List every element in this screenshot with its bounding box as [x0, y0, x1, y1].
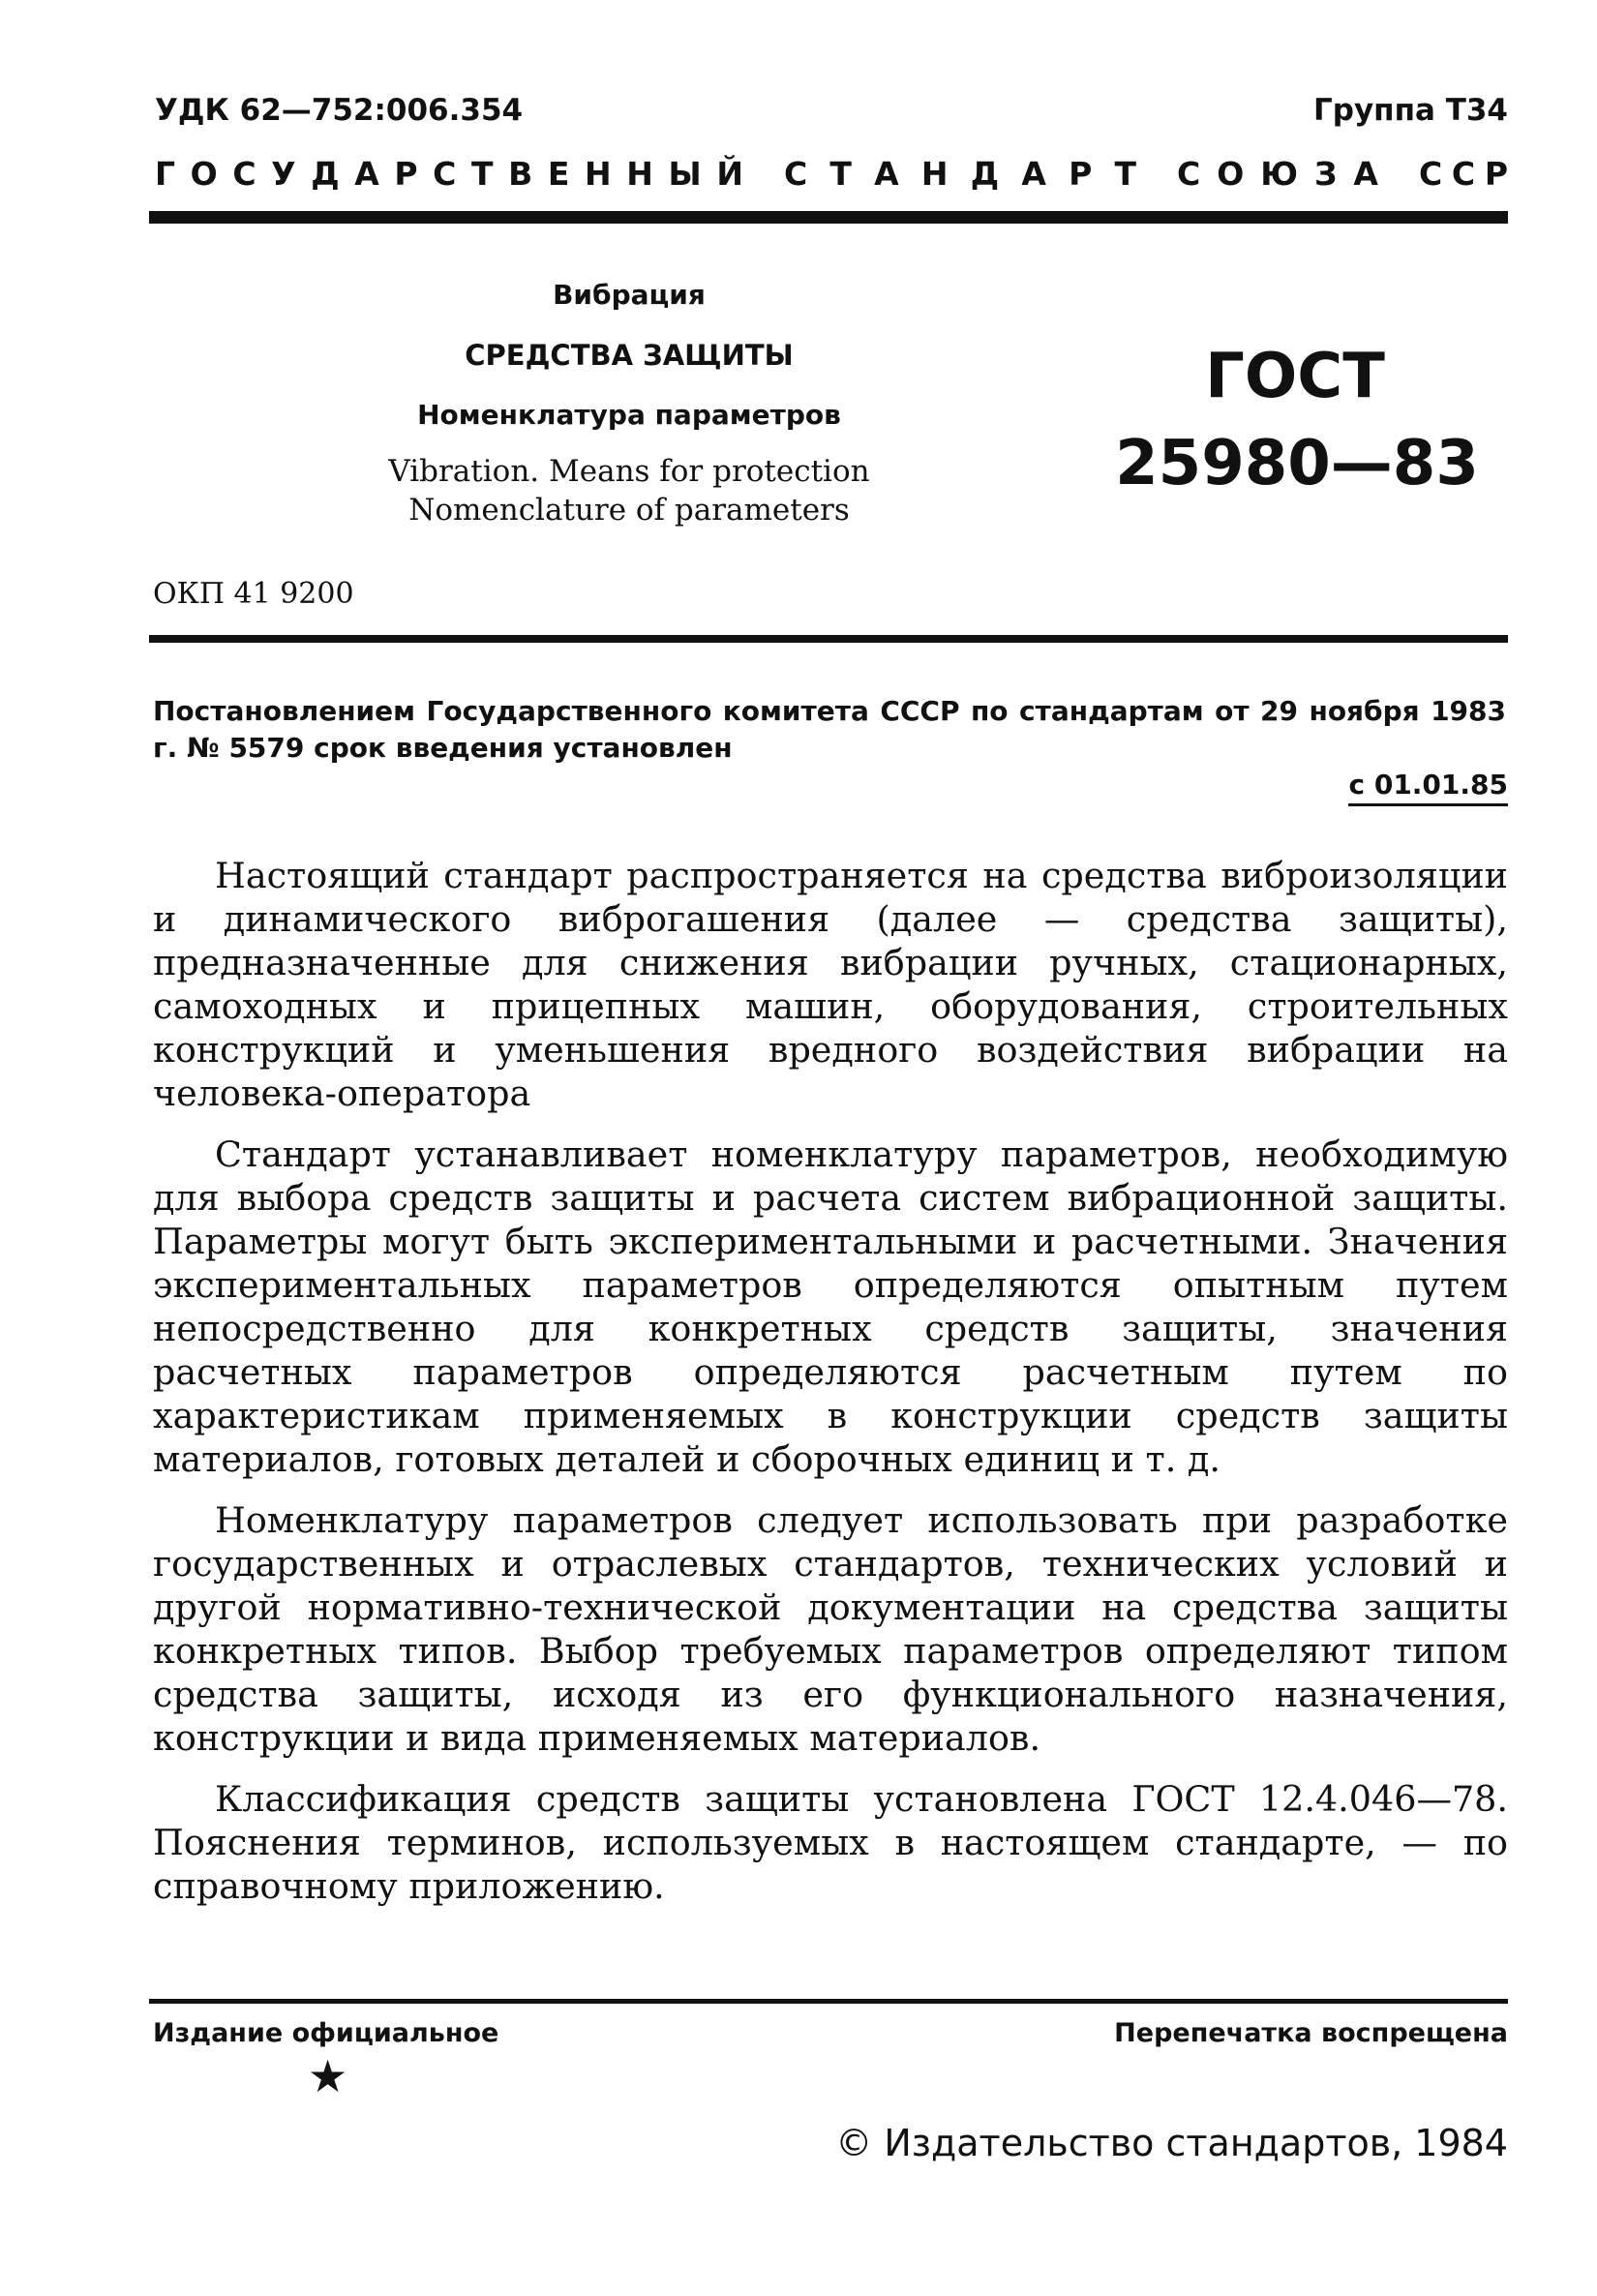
- gost-number: 25980—83: [1115, 428, 1479, 499]
- title-block: [319, 276, 939, 529]
- gost-label: ГОСТ: [1205, 341, 1385, 412]
- heading-letter: Й: [716, 155, 743, 193]
- heading-letter: А: [874, 155, 899, 193]
- heading-letter: О: [1217, 155, 1245, 193]
- title-line-vibration: Вибрация: [553, 279, 706, 311]
- reprint-prohibited-label: Перепечатка воспрещена: [1114, 2018, 1508, 2048]
- body-text: [153, 854, 1508, 1925]
- heading-letter: С: [1177, 155, 1201, 193]
- heading-letter: Р: [1069, 155, 1093, 193]
- heading-letter: Т: [470, 155, 494, 193]
- title-line-means: СРЕДСТВА ЗАЩИТЫ: [465, 339, 794, 372]
- heading-letter: Т: [829, 155, 852, 193]
- heading-letter: Д: [970, 155, 1000, 193]
- title-line-nomenclature: Номенклатура параметров: [417, 399, 841, 431]
- heading-letter: С: [1451, 155, 1476, 193]
- heading-letter: Г: [155, 155, 176, 193]
- paragraph-parameters: Стандарт устанавливает номенклатуру параметров, необходимую для выбора средств защиты и расчета систем вибрационной защиты. Параметры могут быть экспериментальными и расчетными. Значения экспериментальных параметров определяются опытным путем непосредственно для конкретных средств защиты, значения расчетных параметров определяются расчетным путем по характеристикам применяемых в конструкции средств защиты материалов, готовых деталей и сборочных единиц и т. д.: [153, 1133, 1508, 1480]
- heading-letter: С: [232, 155, 256, 193]
- heading-letter: А: [1353, 155, 1378, 193]
- heading-letter: Ю: [1260, 155, 1298, 193]
- heading-letter: О: [190, 155, 218, 193]
- state-standard-heading: [155, 155, 1508, 193]
- title-english-line-1: Vibration. Means for protection: [388, 454, 870, 489]
- heading-letter: В: [508, 155, 533, 193]
- publisher-copyright: © Издательство стандартов, 1984: [835, 2122, 1508, 2164]
- heading-letter: Н: [626, 155, 653, 193]
- title-english-line-2: Nomenclature of parameters: [408, 493, 850, 528]
- heading-word-4: [1419, 155, 1508, 193]
- effective-date: с 01.01.85: [1348, 769, 1508, 806]
- header-divider: [149, 211, 1508, 224]
- heading-letter: Т: [1114, 155, 1136, 193]
- heading-letter: С: [1419, 155, 1443, 193]
- heading-letter: А: [1021, 155, 1046, 193]
- decree-text: Постановлением Государственного комитета СССР по стандартам от 29 ноября 1983 г. № 5579 срок введения установлен: [153, 695, 1506, 764]
- heading-letter: Н: [585, 155, 612, 193]
- title-divider: [149, 635, 1508, 643]
- heading-letter: Д: [311, 155, 340, 193]
- heading-word-1: [155, 155, 743, 193]
- heading-letter: У: [271, 155, 296, 193]
- heading-letter: Е: [547, 155, 570, 193]
- heading-letter: Н: [920, 155, 949, 193]
- heading-letter: Р: [394, 155, 418, 193]
- heading-letter: С: [784, 155, 808, 193]
- star-icon: ★: [308, 2050, 348, 2102]
- official-edition-label: Издание официальное: [153, 2018, 499, 2048]
- heading-letter: А: [354, 155, 379, 193]
- heading-word-2: [784, 155, 1136, 193]
- heading-letter: З: [1313, 155, 1338, 193]
- heading-word-3: [1177, 155, 1378, 193]
- paragraph-usage: Номенклатуру параметров следует использовать при разработке государственных и отраслевых стандартов, технических условий и другой нормативно-технической документации на средства защиты конкретных типов. Выбор требуемых параметров определяют типом средства защиты, исходя из его функционального назначения, конструкции и вида применяемых материалов.: [153, 1499, 1508, 1759]
- group-code: Группа Т34: [1313, 93, 1508, 128]
- paragraph-classification: Классификация средств защиты установлена ГОСТ 12.4.046—78. Пояснения терминов, используемых в настоящем стандарте, — по справочному приложению.: [153, 1778, 1508, 1907]
- heading-letter: Ы: [668, 155, 702, 193]
- paragraph-scope: Настоящий стандарт распространяется на средства виброизоляции и динамического виброгашения (далее — средства защиты), предназначенные для снижения вибрации ручных, стационарных, самоходных и прицепных машин, оборудования, строительных конструкций и уменьшения вредного воздействия вибрации на человека-оператора: [153, 855, 1508, 1114]
- okp-code: ОКП 41 9200: [153, 577, 354, 611]
- heading-letter: С: [433, 155, 457, 193]
- udk-code: УДК 62—752:006.354: [155, 93, 524, 128]
- footer-divider: [149, 1999, 1508, 2004]
- heading-letter: Р: [1484, 155, 1508, 193]
